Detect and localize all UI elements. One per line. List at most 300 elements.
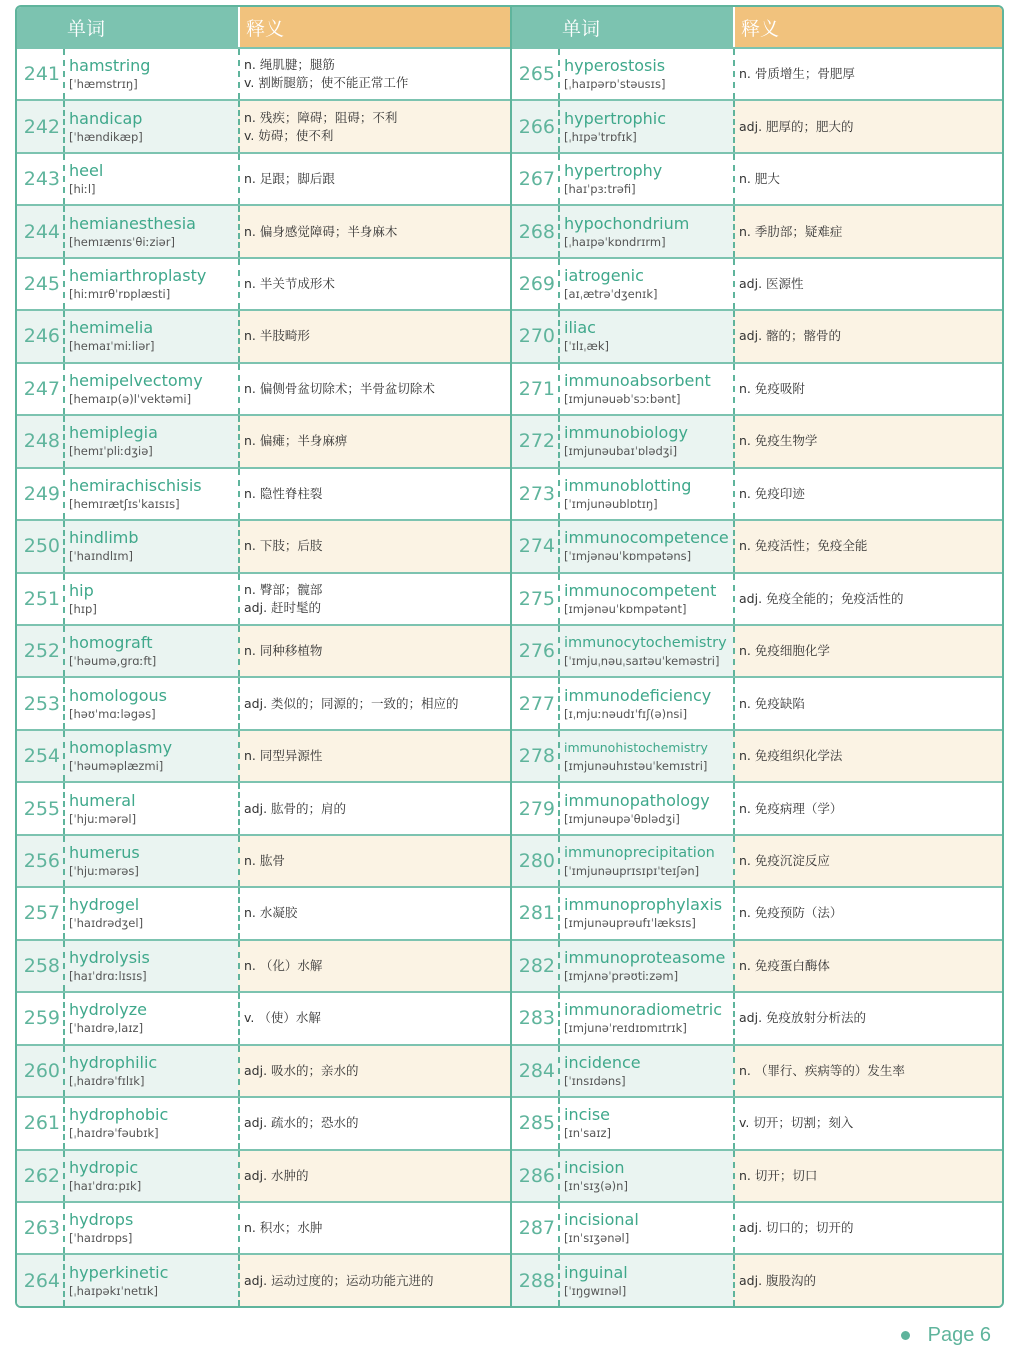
headword: immunoradiometric [564, 1000, 722, 1020]
table-row [512, 204, 1002, 256]
phonetic: [ˌhaɪpərɒˈstəusɪs] [564, 77, 666, 92]
page-number: Page 6 [927, 1324, 991, 1346]
headword: hypochondrium [564, 213, 690, 233]
row-number: 273 [518, 482, 555, 505]
row-number: 266 [518, 115, 555, 138]
phonetic: [ɪnˈsɪʒ(ə)n] [564, 1178, 628, 1193]
rows-right [512, 47, 1002, 1306]
headword: hypertrophy [564, 161, 663, 181]
table-row [17, 781, 510, 833]
table-row [17, 729, 510, 781]
definition-cell [238, 311, 510, 361]
word-box [63, 154, 238, 204]
definition-line: n. 隐性脊柱裂 [244, 485, 323, 501]
word-cell [512, 993, 733, 1043]
definition-cell [238, 783, 510, 833]
word-cell [17, 154, 238, 204]
word-box [63, 311, 238, 361]
definition-cell [733, 364, 1002, 414]
phonetic: [ˈhəuməplæzmi] [69, 759, 164, 774]
table-row [17, 362, 510, 414]
word-box [558, 678, 733, 728]
phonetic: [ɪmjunəubaɪˈɒlədʒi] [564, 444, 678, 459]
row-number: 263 [23, 1217, 60, 1240]
word-box [63, 364, 238, 414]
table-row [512, 362, 1002, 414]
headword: immunopathology [564, 790, 710, 810]
table-row [17, 886, 510, 938]
headword: hydrophobic [69, 1105, 169, 1125]
phonetic: [ɪmjunəˈreɪdɪɒmɪtrɪk] [564, 1021, 687, 1036]
word-cell [17, 626, 238, 676]
row-number: 265 [518, 63, 555, 86]
phonetic: [ˌhaɪpəkɪˈnetɪk] [69, 1283, 159, 1298]
table-row [17, 47, 510, 99]
definition-cell [733, 1046, 1002, 1096]
phonetic: [ˈɪŋgwɪnəl] [564, 1283, 627, 1298]
headword: hindlimb [69, 528, 139, 548]
table-row [512, 309, 1002, 361]
definition-line: n. 免疫蛋白酶体 [739, 957, 830, 973]
phonetic: [ˈɪmjunəuprɪsɪpɪˈteɪʃən] [564, 864, 700, 879]
row-number: 270 [518, 325, 555, 348]
word-box [558, 521, 733, 571]
definition-line: adj. 类似的；同源的；一致的；相应的 [244, 695, 459, 711]
row-number: 243 [23, 168, 60, 191]
phonetic: [hemɪænɪsˈθiːziər] [69, 234, 175, 249]
table-row [512, 257, 1002, 309]
header-word: 单词 [512, 7, 733, 47]
word-box [63, 678, 238, 728]
definition-cell [238, 154, 510, 204]
headword: immunodeficiency [564, 685, 712, 705]
headword: hydrolyze [69, 1000, 147, 1020]
definition-cell [733, 626, 1002, 676]
row-number: 241 [23, 63, 60, 86]
definition-cell [733, 1151, 1002, 1201]
definition-line: adj. 赶时髦的 [244, 599, 322, 615]
word-box [558, 836, 733, 886]
definition-line: n. 免疫病理（学） [739, 800, 843, 816]
table-row [17, 834, 510, 886]
definition-line: n. 半关节成形术 [244, 276, 335, 292]
definition-cell [733, 416, 1002, 466]
definition-line: n. 水凝胶 [244, 905, 298, 921]
definition-cell [733, 259, 1002, 309]
row-number: 257 [23, 902, 60, 925]
table-row [17, 1096, 510, 1148]
row-number: 255 [23, 797, 60, 820]
word-cell [17, 101, 238, 151]
word-box [558, 1098, 733, 1148]
definition-cell [733, 311, 1002, 361]
table-half-right [510, 7, 1002, 1306]
definition-line: n. 同种移植物 [244, 643, 323, 659]
table-row [512, 1201, 1002, 1253]
definition-line: v. 割断腿筋；使不能正常工作 [244, 75, 409, 91]
word-box [63, 521, 238, 571]
table-row [512, 152, 1002, 204]
definition-line: adj. 免疫全能的；免疫活性的 [739, 590, 904, 606]
headword: incisional [564, 1210, 639, 1230]
word-cell [17, 311, 238, 361]
word-cell [512, 836, 733, 886]
definition-line: n. 免疫沉淀反应 [739, 853, 830, 869]
definition-cell [238, 574, 510, 624]
definition-line: adj. 肱骨的；肩的 [244, 800, 347, 816]
word-cell [512, 626, 733, 676]
phonetic: [ɪmjunəuprəufɪˈlæksɪs] [564, 916, 696, 931]
table-row [17, 467, 510, 519]
definition-line: n. 足跟；脚后跟 [244, 171, 335, 187]
phonetic: [hemaɪˈmiːliər] [69, 339, 155, 354]
headword: humeral [69, 790, 136, 810]
definition-line: n. 偏瘫；半身麻痹 [244, 433, 348, 449]
headword: incision [564, 1157, 625, 1177]
table-row [17, 1149, 510, 1201]
table-row [512, 1149, 1002, 1201]
definition-cell [733, 49, 1002, 99]
word-box [63, 101, 238, 151]
phonetic: [haɪˈpɜːtrəfi] [564, 182, 636, 197]
row-number: 283 [518, 1007, 555, 1030]
word-box [63, 783, 238, 833]
definition-cell [733, 1255, 1002, 1305]
word-box [63, 469, 238, 519]
word-cell [512, 259, 733, 309]
row-number: 284 [518, 1059, 555, 1082]
word-box [558, 311, 733, 361]
word-box [558, 731, 733, 781]
table-row [17, 414, 510, 466]
word-cell [17, 1151, 238, 1201]
word-cell [17, 521, 238, 571]
word-cell [17, 888, 238, 938]
definition-cell [733, 521, 1002, 571]
definition-cell [238, 731, 510, 781]
definition-cell [733, 1098, 1002, 1148]
definition-cell [733, 783, 1002, 833]
word-cell [512, 101, 733, 151]
table-row [512, 886, 1002, 938]
phonetic: [ɪnˈsɪʒənəl] [564, 1231, 630, 1246]
definition-line: n. 免疫细胞化学 [739, 643, 830, 659]
definition-line: adj. 切口的；切开的 [739, 1220, 854, 1236]
headword: iatrogenic [564, 266, 644, 286]
row-number: 250 [23, 535, 60, 558]
definition-line: n. 免疫印迹 [739, 485, 805, 501]
headword: hydrophilic [69, 1052, 158, 1072]
definition-cell [238, 941, 510, 991]
word-box [558, 469, 733, 519]
phonetic: [ɪˌmjuːnəudɪˈfɪʃ(ə)nsi] [564, 706, 688, 721]
phonetic: [hiːl] [69, 182, 96, 197]
phonetic: [hemɪrætʃɪsˈkaɪsɪs] [69, 496, 180, 511]
row-number: 246 [23, 325, 60, 348]
definition-cell [238, 364, 510, 414]
phonetic: [ˈɪlɪˌæk] [564, 339, 609, 354]
definition-cell [238, 888, 510, 938]
headword: hemimelia [69, 318, 154, 338]
page-footer [901, 1324, 991, 1347]
headword: hemiplegia [69, 423, 158, 443]
phonetic: [hiːmɪrθˈrɒplæsti] [69, 287, 171, 302]
phonetic: [ˈhjuːmərəl] [69, 811, 137, 826]
phonetic: [ˌhaɪdrəˈfɪlɪk] [69, 1073, 145, 1088]
definition-line: n. 免疫活性；免疫全能 [739, 538, 868, 554]
row-number: 276 [518, 640, 555, 663]
word-cell [17, 1098, 238, 1148]
definition-line: n. 免疫缺陷 [739, 695, 805, 711]
phonetic: [hemaɪp(ə)lˈvektəmi] [69, 391, 192, 406]
row-number: 287 [518, 1217, 555, 1240]
table-row [17, 309, 510, 361]
word-box [558, 101, 733, 151]
headword: hydrolysis [69, 947, 150, 967]
definition-line: n. 臀部；髋部 [244, 581, 323, 597]
definition-cell [238, 1151, 510, 1201]
table-row [512, 624, 1002, 676]
word-box [558, 1046, 733, 1096]
row-number: 252 [23, 640, 60, 663]
word-cell [17, 1203, 238, 1253]
definition-line: n. 下肢；后肢 [244, 538, 323, 554]
word-box [63, 206, 238, 256]
phonetic: [aɪˌætrəˈdʒenɪk] [564, 287, 658, 302]
table-row [512, 467, 1002, 519]
definition-line: n. 免疫生物学 [739, 433, 818, 449]
headword: iliac [564, 318, 596, 338]
headword: inguinal [564, 1262, 628, 1282]
word-cell [512, 469, 733, 519]
word-box [558, 1151, 733, 1201]
definition-line: n. 绳肌腱；腿筋 [244, 57, 335, 73]
definition-line: adj. 运动过度的；运动功能亢进的 [244, 1272, 434, 1288]
word-box [558, 574, 733, 624]
definition-cell [733, 574, 1002, 624]
table-header-right [512, 7, 1002, 47]
definition-cell [238, 1098, 510, 1148]
definition-cell [238, 49, 510, 99]
word-cell [512, 1151, 733, 1201]
phonetic: [ɪmjənəuˈkɒmpətənt] [564, 601, 687, 616]
header-word: 单词 [17, 7, 238, 47]
table-row [17, 939, 510, 991]
phonetic: [ˈɪmjənəuˈkɒmpətəns] [564, 549, 692, 564]
word-box [63, 574, 238, 624]
table-row [512, 781, 1002, 833]
phonetic: [ˈhaɪndlɪm] [69, 549, 134, 564]
row-number: 247 [23, 377, 60, 400]
headword: humerus [69, 843, 140, 863]
word-cell [512, 364, 733, 414]
word-box [63, 1255, 238, 1305]
word-cell [17, 49, 238, 99]
definition-cell [238, 678, 510, 728]
word-box [558, 49, 733, 99]
word-cell [17, 574, 238, 624]
row-number: 256 [23, 850, 60, 873]
row-number: 269 [518, 273, 555, 296]
word-box [63, 836, 238, 886]
headword: hemirachischisis [69, 475, 202, 495]
headword: homologous [69, 685, 167, 705]
definition-line: n. 偏侧骨盆切除术；半骨盆切除术 [244, 380, 435, 396]
word-cell [512, 311, 733, 361]
definition-cell [238, 469, 510, 519]
phonetic: [ɪmjunəuəbˈsɔːbənt] [564, 391, 681, 406]
word-cell [512, 574, 733, 624]
definition-cell [238, 521, 510, 571]
word-cell [512, 783, 733, 833]
word-box [558, 783, 733, 833]
table-row [17, 204, 510, 256]
phonetic: [hemɪˈpliːdʒiə] [69, 444, 153, 459]
definition-line: n. 半肢畸形 [244, 328, 310, 344]
word-box [63, 1046, 238, 1096]
word-box [558, 259, 733, 309]
definition-cell [733, 154, 1002, 204]
table-row [512, 729, 1002, 781]
phonetic: [ˈhjuːmərəs] [69, 864, 139, 879]
word-box [558, 206, 733, 256]
phonetic: [həʊˈmɑːləgəs] [69, 706, 156, 721]
table-row [17, 1253, 510, 1305]
table-row [17, 991, 510, 1043]
word-cell [17, 1255, 238, 1305]
headword: immunocompetent [564, 580, 717, 600]
word-cell [17, 783, 238, 833]
word-box [63, 626, 238, 676]
phonetic: [ˈhæmstrɪŋ] [69, 77, 138, 92]
definition-cell [238, 259, 510, 309]
headword: homoplasmy [69, 738, 173, 758]
definition-cell [733, 731, 1002, 781]
definition-cell [733, 1203, 1002, 1253]
definition-line: adj. 疏水的；恐水的 [244, 1115, 359, 1131]
row-number: 258 [23, 954, 60, 977]
phonetic: [haɪˈdrɑːpɪk] [69, 1178, 142, 1193]
headword: hemiarthroplasty [69, 266, 207, 286]
headword: hamstring [69, 56, 151, 76]
phonetic: [ɪmjunəuhɪstəuˈkemɪstri] [564, 759, 708, 774]
word-cell [17, 993, 238, 1043]
row-number: 249 [23, 482, 60, 505]
footer-dot-icon [901, 1331, 910, 1340]
row-number: 278 [518, 745, 555, 768]
table-row [17, 257, 510, 309]
word-cell [512, 731, 733, 781]
definition-line: v. （使）水解 [244, 1010, 321, 1026]
table-row [512, 99, 1002, 151]
headword: hydrogel [69, 895, 140, 915]
definition-cell [238, 206, 510, 256]
phonetic: [ɪmjunəupəˈθɒlədʒi] [564, 811, 680, 826]
table-row [17, 152, 510, 204]
definition-line: n. 免疫预防（法） [739, 905, 843, 921]
headword: immunocompetence [564, 528, 729, 548]
word-box [63, 1151, 238, 1201]
definition-line: adj. 免疫放射分析法的 [739, 1010, 867, 1026]
headword: incise [564, 1105, 611, 1125]
definition-line: n. 同型异源性 [244, 748, 323, 764]
word-box [63, 993, 238, 1043]
definition-line: adj. 吸水的；亲水的 [244, 1062, 359, 1078]
headword: handicap [69, 108, 143, 128]
row-number: 279 [518, 797, 555, 820]
word-box [558, 993, 733, 1043]
row-number: 248 [23, 430, 60, 453]
row-number: 281 [518, 902, 555, 925]
word-cell [512, 1203, 733, 1253]
row-number: 262 [23, 1164, 60, 1187]
word-cell [512, 1046, 733, 1096]
word-cell [17, 1046, 238, 1096]
table-row [512, 991, 1002, 1043]
headword: hip [69, 580, 94, 600]
word-cell [17, 731, 238, 781]
definition-cell [733, 206, 1002, 256]
definition-line: n. 肥大 [739, 171, 780, 187]
row-number: 272 [518, 430, 555, 453]
phonetic: [ˌhɪpəˈtrɒfɪk] [564, 129, 637, 144]
word-cell [512, 941, 733, 991]
table-row [512, 939, 1002, 991]
word-box [63, 888, 238, 938]
phonetic: [hɪp] [69, 601, 97, 616]
word-cell [512, 521, 733, 571]
phonetic: [haɪˈdrɑːlɪsɪs] [69, 968, 147, 983]
word-cell [17, 678, 238, 728]
definition-line: n. 切开；切口 [739, 1167, 818, 1183]
table-row [512, 572, 1002, 624]
word-cell [512, 206, 733, 256]
word-cell [512, 1098, 733, 1148]
definition-cell [733, 101, 1002, 151]
headword: homograft [69, 633, 153, 653]
row-number: 254 [23, 745, 60, 768]
table-row [17, 624, 510, 676]
word-box [558, 1203, 733, 1253]
definition-cell [733, 888, 1002, 938]
row-number: 285 [518, 1112, 555, 1135]
headword: heel [69, 161, 104, 181]
row-number: 286 [518, 1164, 555, 1187]
phonetic: [ˈɪnsɪdəns] [564, 1073, 626, 1088]
row-number: 253 [23, 692, 60, 715]
definition-line: n. 免疫吸附 [739, 380, 805, 396]
word-box [558, 941, 733, 991]
definition-cell [733, 678, 1002, 728]
headword: immunoblotting [564, 475, 692, 495]
word-box [63, 416, 238, 466]
phonetic: [ˈhaɪdrɒps] [69, 1231, 133, 1246]
headword: immunoproteasome [564, 947, 726, 967]
word-cell [17, 259, 238, 309]
definition-cell [238, 101, 510, 151]
row-number: 244 [23, 220, 60, 243]
word-box [63, 1098, 238, 1148]
row-number: 261 [23, 1112, 60, 1135]
table-row [512, 519, 1002, 571]
definition-line: adj. 医源性 [739, 276, 804, 292]
word-cell [17, 941, 238, 991]
definition-line: n. 骨质增生；骨肥厚 [739, 66, 855, 82]
definition-cell [238, 1046, 510, 1096]
definition-line: n. 季肋部；疑难症 [739, 223, 843, 239]
definition-cell [238, 1255, 510, 1305]
definition-line: adj. 腹股沟的 [739, 1272, 817, 1288]
